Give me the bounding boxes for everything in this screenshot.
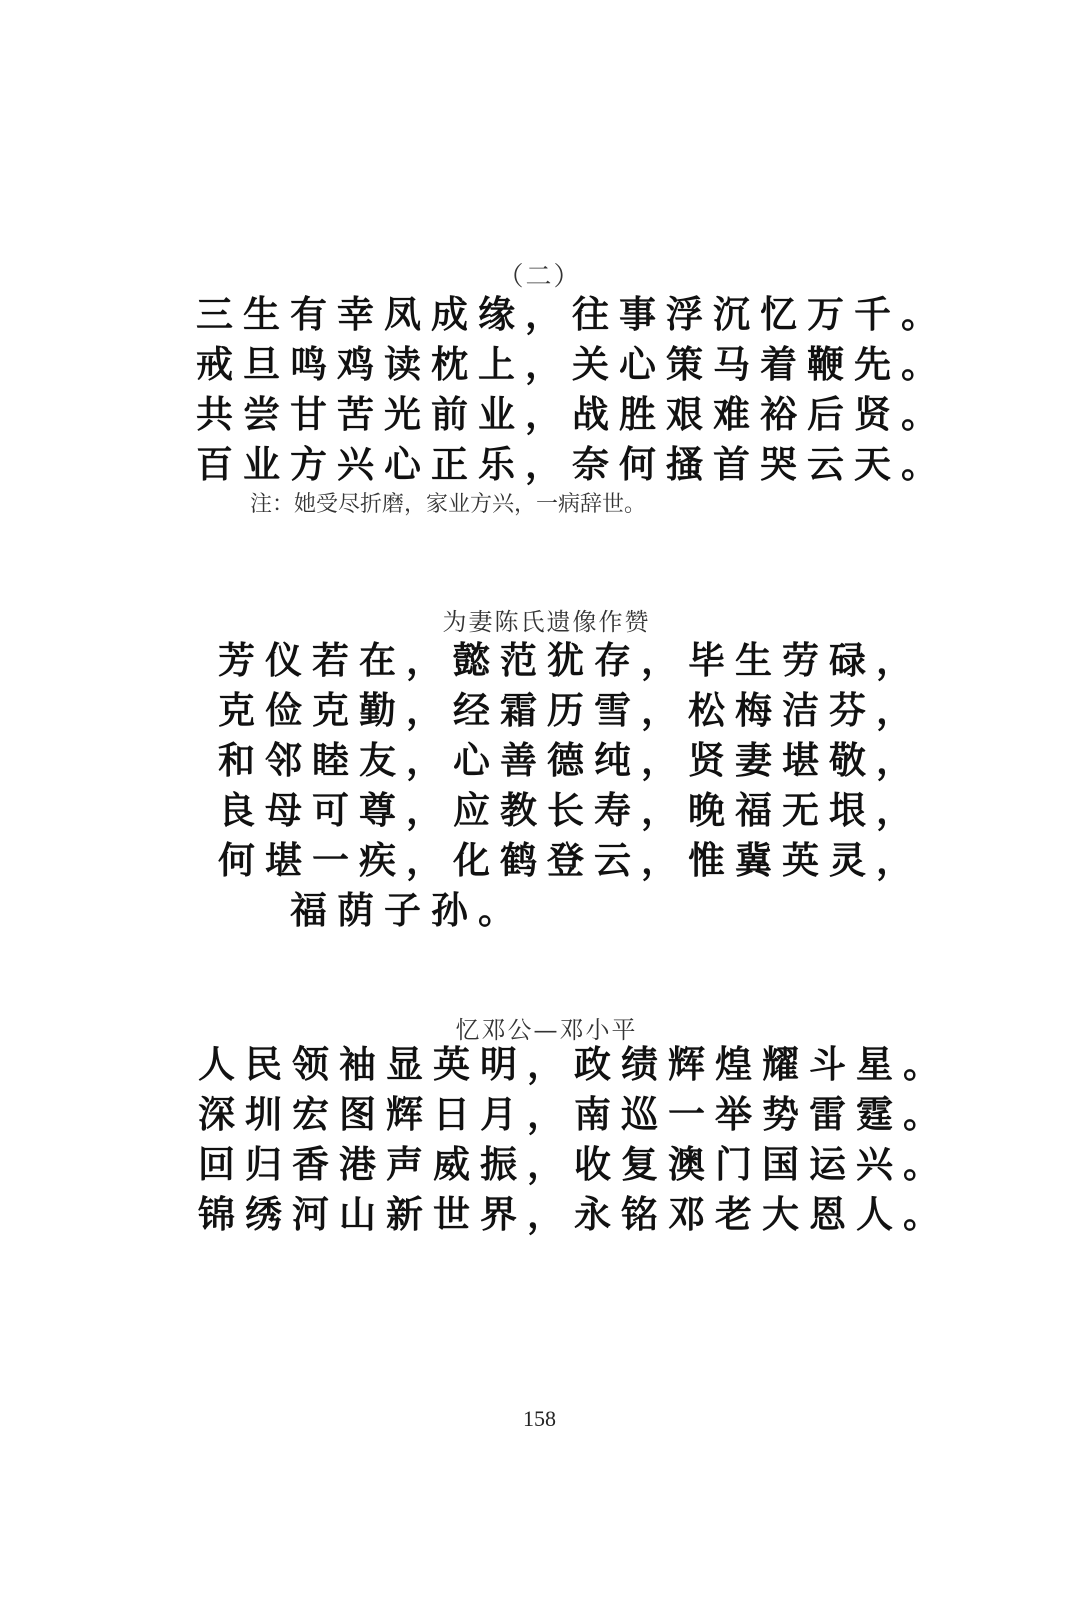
poem-3-title: 忆邓公—邓小平 <box>455 1016 638 1044</box>
poem-line: 三生有幸凤成缘，往事浮沉忆万千。 <box>196 293 948 336</box>
poem-1-title: （二） <box>497 262 582 292</box>
poem-1 <box>0 256 1079 293</box>
poem-2-body <box>218 636 923 936</box>
poem-line: 共尝甘苦光前业，战胜艰难裕后贤。 <box>196 393 948 436</box>
poem-line: 和邻睦友，心善德纯，贤妻堪敬， <box>218 739 923 782</box>
poem-line: 戒旦鸣鸡读枕上，关心策马着鞭先。 <box>196 343 948 386</box>
page-number: 158 <box>523 1406 556 1431</box>
poem-line: 深圳宏图辉日月，南巡一举势雷霆。 <box>198 1093 950 1136</box>
poem-line: 福荫子孙。 <box>290 889 525 932</box>
poem-1-note: 注：她受尽折磨，家业方兴，一病辞世。 <box>250 492 647 517</box>
poem-line: 良母可尊，应教长寿，晚福无垠， <box>218 789 923 832</box>
poem-1-body <box>196 290 948 490</box>
poem-2 <box>0 602 1079 637</box>
poem-1-note-row <box>250 487 900 518</box>
poem-line: 人民领袖显英明，政绩辉煌耀斗星。 <box>198 1043 950 1086</box>
poem-line: 锦绣河山新世界，永铭邓老大恩人。 <box>198 1193 950 1236</box>
poem-line: 回归香港声威振，收复澳门国运兴。 <box>198 1143 950 1186</box>
poem-3-body <box>198 1040 950 1240</box>
poem-line: 芳仪若在，懿范犹存，毕生劳碌， <box>218 639 923 682</box>
poem-2-title: 为妻陈氏遗像作赞 <box>442 608 651 636</box>
poem-line: 百业方兴心正乐，奈何搔首哭云天。 <box>196 443 948 486</box>
poem-line: 何堪一疾，化鹤登云，惟冀英灵， <box>218 839 923 882</box>
poem-line: 克俭克勤，经霜历雪，松梅洁芬， <box>218 689 923 732</box>
